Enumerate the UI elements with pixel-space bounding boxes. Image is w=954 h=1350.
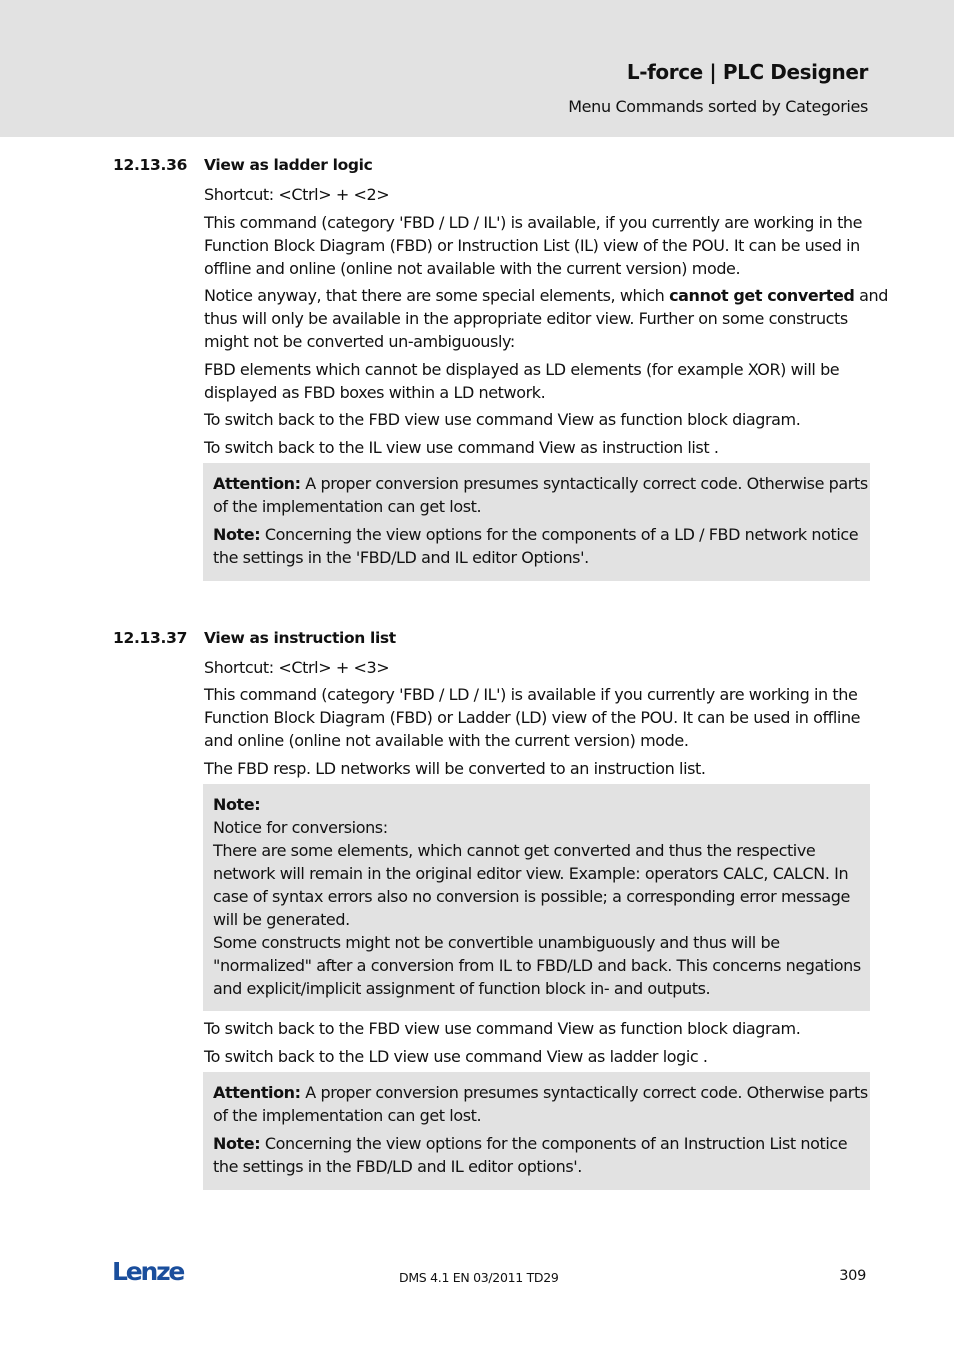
note-text (213, 1132, 893, 1178)
attention-label: Attention: (213, 474, 301, 493)
text-line: might not be converted un-ambiguously: (204, 332, 515, 351)
bold-text: cannot get converted (669, 286, 855, 305)
text-line: This command (category 'FBD / LD / IL') is available, if you currently are working in the (204, 213, 863, 232)
paragraph (204, 211, 884, 280)
text-line: case of syntax errors also no conversion is possible; a corresponding error message (213, 887, 850, 906)
lenze-logo-graphic (112, 1259, 192, 1285)
text-line: of the implementation can get lost. (213, 497, 482, 516)
text-line (213, 523, 893, 546)
text-line: FBD elements which cannot be displayed as LD elements (for example XOR) will be (204, 360, 840, 379)
text-line (213, 472, 893, 495)
text-run: Concerning the view options for the components of an Instruction List notice (260, 1134, 848, 1153)
text-line: the settings in the 'FBD/LD and IL editor Options'. (213, 548, 589, 567)
section-number: 12.13.36 (113, 156, 188, 174)
section-title: View as instruction list (204, 629, 396, 647)
text-line: Notice for conversions: (213, 818, 388, 837)
note-label: Note: (213, 1134, 261, 1153)
text-line: Some constructs might not be convertible unambiguously and thus will be (213, 933, 780, 952)
text-run: A proper conversion presumes syntactically correct code. Otherwise parts (300, 474, 868, 493)
text-run: A proper conversion presumes syntactically correct code. Otherwise parts (300, 1083, 868, 1102)
attention-box (203, 1072, 870, 1190)
text-line: thus will only be available in the appropriate editor view. Further on some constructs (204, 309, 848, 328)
shortcut-text: Shortcut: <Ctrl> + <2> (204, 185, 390, 204)
page-header (0, 0, 954, 137)
paragraph: To switch back to the LD view use command View as ladder logic . (204, 1047, 708, 1066)
note-label-text: Note: (213, 795, 261, 814)
text-line: This command (category 'FBD / LD / IL') is available if you currently are working in the (204, 685, 858, 704)
lenze-logo-text: Lenze (112, 1259, 184, 1285)
document-id: DMS 4.1 EN 03/2011 TD29 (399, 1270, 559, 1285)
attention-box (203, 463, 870, 581)
shortcut-text: Shortcut: <Ctrl> + <3> (204, 658, 390, 677)
text-line: will be generated. (213, 910, 350, 929)
header-title: L-force | PLC Designer (626, 60, 868, 84)
section-number: 12.13.37 (113, 629, 188, 647)
text-line: Function Block Diagram (FBD) or Ladder (LD) view of the POU. It can be used in offline (204, 708, 861, 727)
lenze-logo (112, 1259, 192, 1289)
text-line: "normalized" after a conversion from IL to FBD/LD and back. This concerns negations (213, 956, 861, 975)
text-line (213, 1132, 893, 1155)
text-run: Concerning the view options for the components of a LD / FBD network notice (260, 525, 859, 544)
paragraph: To switch back to the IL view use command View as instruction list . (204, 438, 719, 457)
paragraph: To switch back to the FBD view use command View as function block diagram. (204, 1019, 801, 1038)
attention-text (213, 472, 893, 518)
text-line: and explicit/implicit assignment of function block in- and outputs. (213, 979, 711, 998)
attention-text (213, 1081, 893, 1127)
text-line: Function Block Diagram (FBD) or Instruction List (IL) view of the POU. It can be used in (204, 236, 860, 255)
text-line: network will remain in the original editor view. Example: operators CALC, CALCN. In (213, 864, 849, 883)
note-text (213, 523, 893, 569)
note-text (213, 793, 893, 1000)
text-line: of the implementation can get lost. (213, 1106, 482, 1125)
text-line: There are some elements, which cannot get converted and thus the respective (213, 841, 816, 860)
text-line (213, 1081, 893, 1104)
paragraph: To switch back to the FBD view use command View as function block diagram. (204, 410, 801, 429)
text-run: and (854, 286, 888, 305)
paragraph (204, 284, 888, 353)
text-line: the settings in the FBD/LD and IL editor options'. (213, 1157, 582, 1176)
attention-label: Attention: (213, 1083, 301, 1102)
section-title: View as ladder logic (204, 156, 373, 174)
text-run: Notice anyway, that there are some special elements, which (204, 286, 670, 305)
paragraph (204, 358, 884, 404)
text-line: offline and online (online not available with the current version) mode. (204, 259, 741, 278)
note-label: Note: (213, 525, 261, 544)
paragraph: The FBD resp. LD networks will be converted to an instruction list. (204, 759, 706, 778)
note-label (213, 793, 893, 816)
paragraph (204, 683, 884, 752)
header-subtitle: Menu Commands sorted by Categories (568, 97, 868, 116)
note-box (203, 784, 870, 1011)
page-number: 309 (839, 1268, 866, 1284)
text-line: displayed as FBD boxes within a LD network. (204, 383, 546, 402)
text-line (204, 284, 888, 307)
text-line: and online (online not available with the current version) mode. (204, 731, 689, 750)
